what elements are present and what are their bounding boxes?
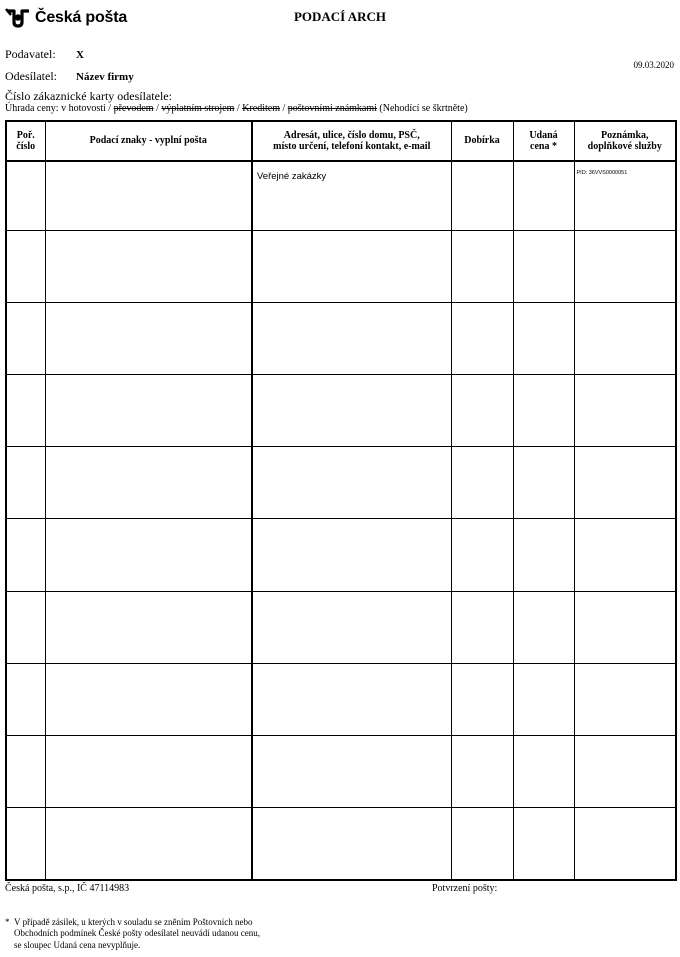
cell-dobirka (451, 519, 513, 591)
cell-poznamka-text (575, 519, 676, 527)
cell-poznamka (574, 447, 676, 519)
cell-poznamka (574, 663, 676, 735)
cell-adresat-text (253, 519, 451, 528)
cell-adresat-text (253, 303, 451, 312)
payment-sep-3: / (279, 103, 288, 114)
cell-poznamka (574, 808, 676, 880)
cell-por-cislo (6, 519, 45, 591)
table-row (6, 375, 676, 447)
cell-dobirka (451, 736, 513, 808)
table-row (6, 230, 676, 302)
table-row (6, 808, 676, 880)
cell-por-cislo (6, 663, 45, 735)
cell-podaci-znaky (45, 663, 252, 735)
cell-poznamka (574, 161, 676, 230)
shipment-table (5, 120, 677, 881)
cell-por-cislo (6, 302, 45, 374)
cell-adresat (252, 161, 451, 230)
footnote (5, 917, 260, 951)
cell-poznamka (574, 736, 676, 808)
cell-poznamka-text (575, 736, 676, 744)
cell-udana-cena (513, 230, 574, 302)
document-date: 09.03.2020 (633, 60, 674, 70)
header-poznamka (574, 121, 676, 161)
cell-por-cislo (6, 375, 45, 447)
cell-adresat (252, 447, 451, 519)
table-row (6, 447, 676, 519)
payment-option-prevodem: převodem (113, 103, 154, 114)
cell-adresat (252, 375, 451, 447)
cell-poznamka-text (575, 664, 676, 672)
header-poznamka-line2: doplňkové služby (587, 141, 662, 152)
cell-adresat-text (253, 447, 451, 456)
cell-poznamka-text (575, 592, 676, 600)
footnote-asterisk: * (5, 917, 10, 927)
cell-dobirka (451, 161, 513, 230)
cell-poznamka (574, 302, 676, 374)
cell-poznamka (574, 375, 676, 447)
cell-poznamka (574, 230, 676, 302)
odesilatel-value: Název firmy (76, 71, 134, 83)
table-row (6, 663, 676, 735)
cell-dobirka (451, 230, 513, 302)
payment-option-kreditem: Kreditem (242, 103, 280, 114)
cell-adresat-text: Veřejné zakázky (257, 171, 327, 182)
header-adresat (252, 121, 451, 161)
cell-adresat-text (253, 664, 451, 673)
payment-sep-2: / (234, 103, 243, 114)
footnote-line1: V případě zásilek, u kterých v souladu se zněním Poštovních nebo (14, 917, 253, 927)
cell-adresat (252, 519, 451, 591)
cell-podaci-znaky (45, 230, 252, 302)
cell-adresat (252, 736, 451, 808)
table-row (6, 591, 676, 663)
cell-adresat-text (253, 736, 451, 745)
cell-poznamka-text (575, 231, 676, 239)
cell-podaci-znaky (45, 375, 252, 447)
cell-por-cislo (6, 230, 45, 302)
cell-podaci-znaky (45, 519, 252, 591)
cell-adresat (252, 302, 451, 374)
footer-company: Česká pošta, s.p., IČ 47114983 (5, 883, 130, 894)
podavatel-label: Podavatel: (5, 47, 56, 61)
logo-text: Česká pošta (35, 9, 128, 26)
header-por-cislo: Poř. číslo (6, 121, 45, 161)
footer-confirmation-label: Potvrzení pošty: (432, 883, 498, 894)
cell-adresat-text (253, 808, 451, 817)
footnote-line2: Obchodních podmínek České pošty odesílatel neuvádí udanou cenu, (14, 928, 260, 939)
cell-dobirka (451, 591, 513, 663)
payment-suffix: (Nehodící se škrtněte) (376, 103, 468, 114)
cell-dobirka (451, 663, 513, 735)
cell-udana-cena (513, 447, 574, 519)
header-udana-cena-line2: cena * (530, 141, 557, 152)
payment-methods (5, 103, 468, 114)
cell-poznamka-text (575, 303, 676, 311)
cell-por-cislo (6, 808, 45, 880)
cell-adresat-text (253, 592, 451, 601)
table-row (6, 302, 676, 374)
card-number-label: Číslo zákaznické karty odesílatele: (5, 89, 172, 103)
table-row (6, 161, 676, 230)
header-adresat-line2: místo určení, telefoní kontakt, e-mail (273, 141, 431, 152)
cell-udana-cena (513, 375, 574, 447)
table-row (6, 736, 676, 808)
page-title: PODACÍ ARCH (293, 9, 387, 24)
header-adresat-line1: Adresát, ulice, číslo domu, PSČ, (283, 129, 420, 141)
cell-udana-cena (513, 663, 574, 735)
cell-poznamka-text: PID: 36VVS0000051 (576, 170, 628, 176)
odesilatel-label: Odesílatel: (5, 69, 57, 83)
cell-adresat (252, 663, 451, 735)
odesilatel-row (5, 69, 134, 84)
cell-udana-cena (513, 808, 574, 880)
cell-dobirka (451, 447, 513, 519)
cell-podaci-znaky (45, 302, 252, 374)
cell-poznamka (574, 591, 676, 663)
cell-adresat-text (253, 231, 451, 240)
header-udana-cena-line1: Udaná (529, 129, 558, 141)
cell-podaci-znaky (45, 591, 252, 663)
cell-adresat-text (253, 375, 451, 384)
cell-por-cislo (6, 591, 45, 663)
cell-adresat (252, 591, 451, 663)
cell-podaci-znaky (45, 736, 252, 808)
header-podaci-znaky: Podací znaky - vyplní pošta (45, 121, 252, 161)
cell-podaci-znaky (45, 447, 252, 519)
cell-podaci-znaky (45, 161, 252, 230)
cell-dobirka (451, 375, 513, 447)
podavatel-value: X (76, 49, 84, 61)
cell-dobirka (451, 302, 513, 374)
payment-sep-1: / (153, 103, 162, 114)
podavatel-row (5, 47, 84, 62)
cell-poznamka-text (575, 808, 676, 816)
cell-udana-cena (513, 161, 574, 230)
payment-prefix: Úhrada ceny: v hotovosti / (5, 103, 114, 114)
cell-udana-cena (513, 591, 574, 663)
cell-por-cislo (6, 447, 45, 519)
cell-udana-cena (513, 736, 574, 808)
table-header-row (6, 121, 676, 161)
cell-adresat (252, 230, 451, 302)
cell-udana-cena (513, 302, 574, 374)
cell-udana-cena (513, 519, 574, 591)
cell-por-cislo (6, 161, 45, 230)
cell-adresat (252, 808, 451, 880)
footnote-line3: se sloupec Udaná cena nevyplňuje. (14, 939, 141, 950)
header-poznamka-line1: Poznámka, (601, 129, 649, 141)
cell-dobirka (451, 808, 513, 880)
header-udana-cena (513, 121, 574, 161)
cell-por-cislo (6, 736, 45, 808)
payment-option-znamkami: poštovními známkami (287, 103, 377, 114)
cell-poznamka-text (575, 447, 676, 455)
table-row (6, 519, 676, 591)
payment-option-vyplatnim: výplatním strojem (161, 103, 235, 114)
cell-podaci-znaky (45, 808, 252, 880)
cell-poznamka (574, 519, 676, 591)
header-dobirka: Dobírka (451, 121, 513, 161)
cell-poznamka-text (575, 375, 676, 383)
